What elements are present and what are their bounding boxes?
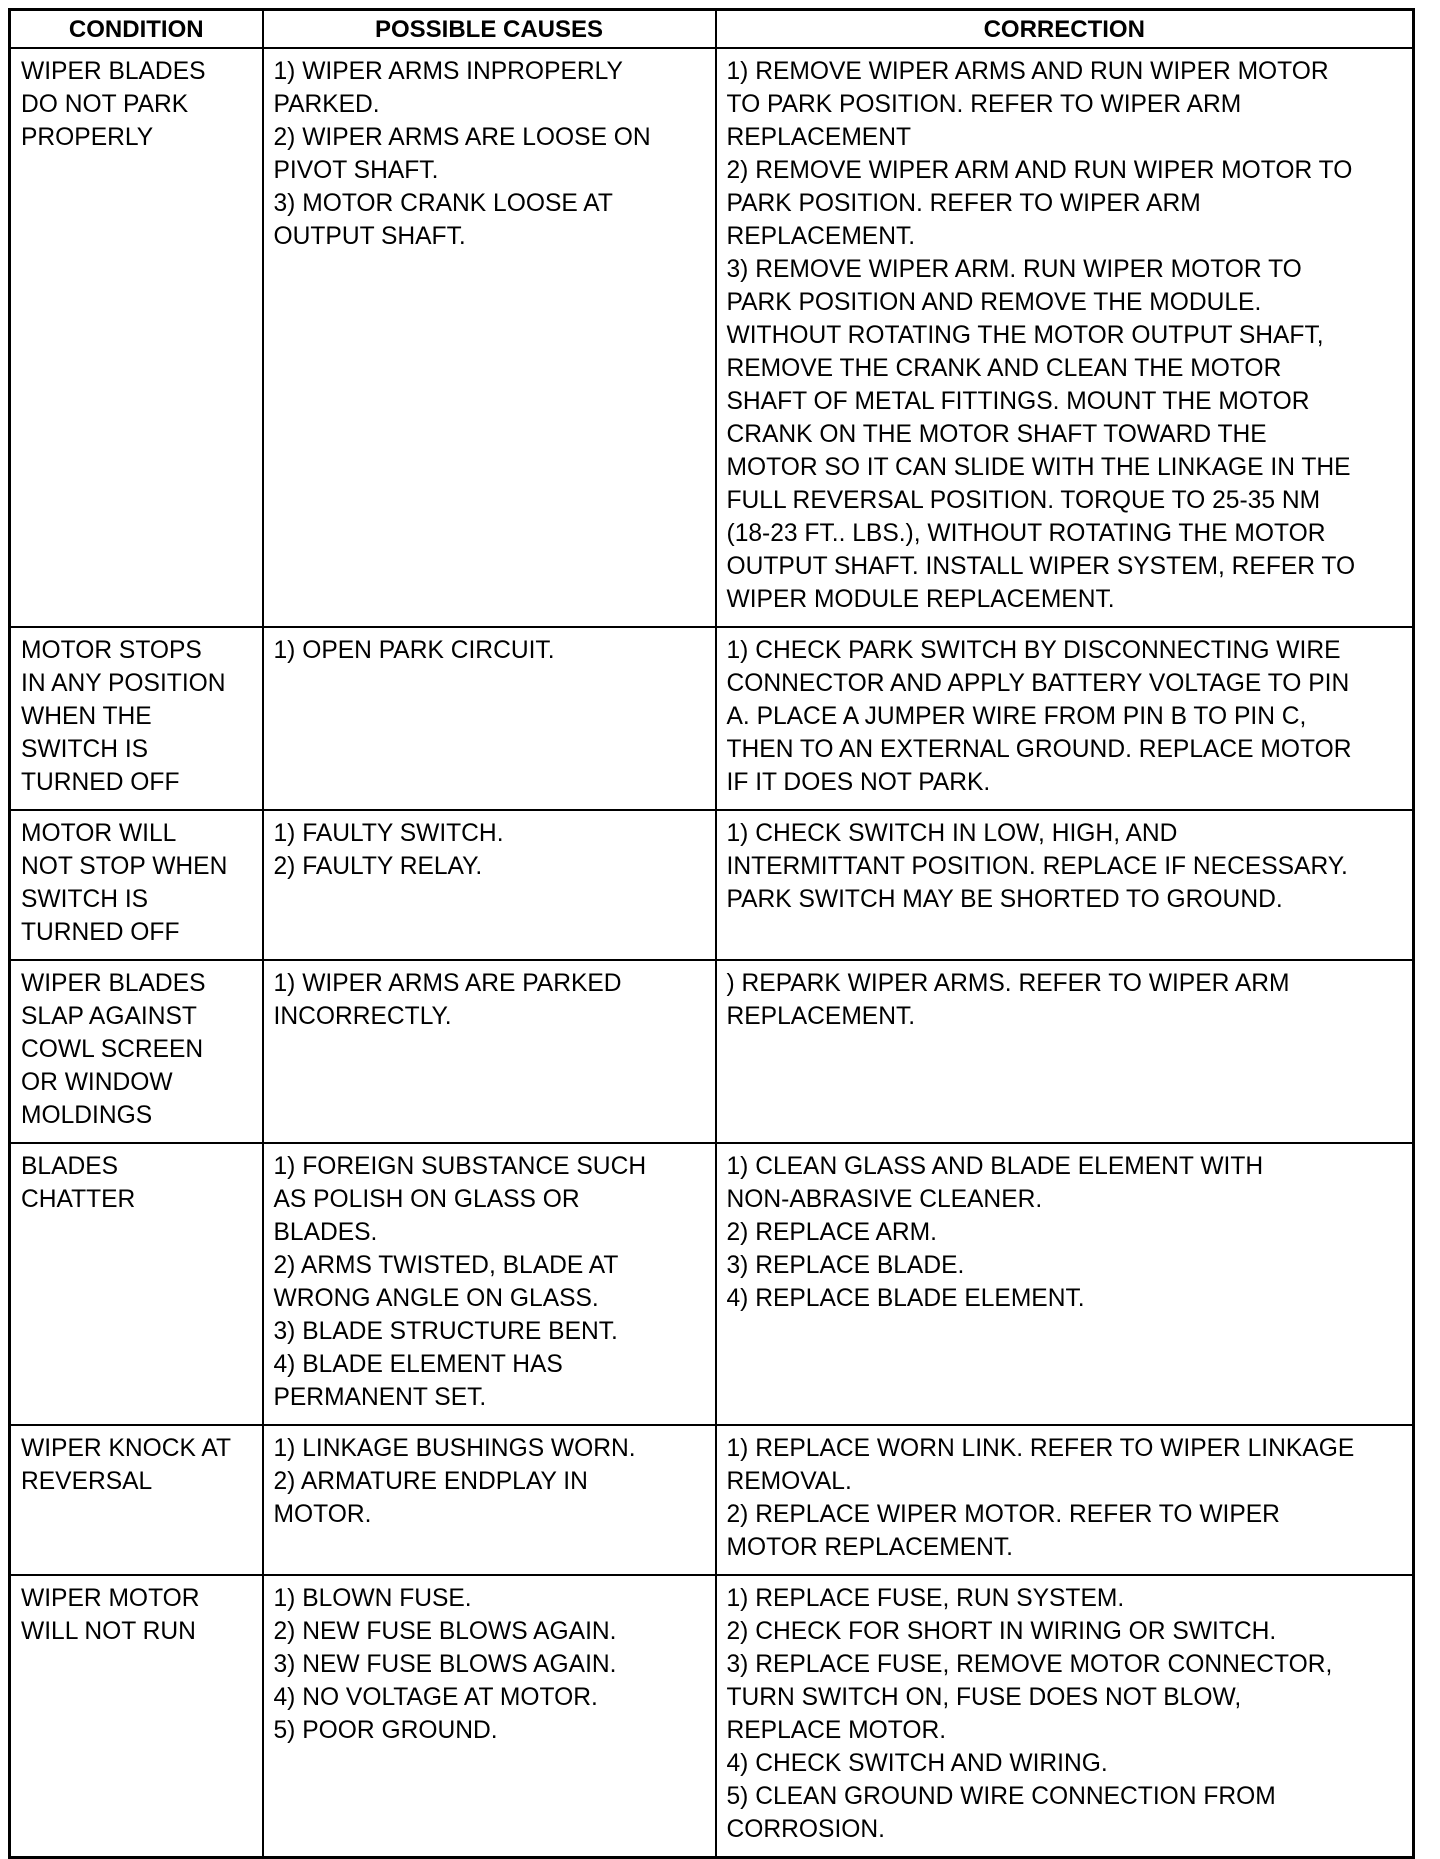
cell-line: PIVOT SHAFT. — [273, 157, 439, 184]
cell-line: 1) CHECK SWITCH IN LOW, HIGH, AND — [726, 820, 1178, 847]
cell-line: REPLACE MOTOR. — [726, 1717, 947, 1744]
cell-line: REMOVAL. — [726, 1468, 852, 1495]
cell-line: 1) BLOWN FUSE. — [273, 1585, 472, 1612]
cell-line: COWL SCREEN — [21, 1036, 204, 1063]
causes-cell — [263, 48, 716, 627]
cell-line: 5) CLEAN GROUND WIRE CONNECTION FROM — [726, 1783, 1276, 1810]
cell-line: TURN SWITCH ON, FUSE DOES NOT BLOW, — [726, 1684, 1242, 1711]
cell-line: WITHOUT ROTATING THE MOTOR OUTPUT SHAFT, — [726, 322, 1324, 349]
table-row — [10, 810, 1414, 960]
cell-line: PARKED. — [273, 91, 380, 118]
correction-cell — [716, 810, 1414, 960]
cell-line: OUTPUT SHAFT. — [273, 223, 466, 250]
cell-line: REPLACEMENT. — [726, 223, 916, 250]
cell-line: 4) REPLACE BLADE ELEMENT. — [726, 1285, 1085, 1312]
header-possible-causes: POSSIBLE CAUSES — [263, 10, 716, 49]
cell-line: MOTOR REPLACEMENT. — [726, 1534, 1014, 1561]
cell-line: PARK POSITION. REFER TO WIPER ARM — [726, 190, 1201, 217]
correction-cell — [716, 627, 1414, 810]
cell-line: 3) MOTOR CRANK LOOSE AT — [273, 190, 613, 217]
cell-line: 1) REPLACE WORN LINK. REFER TO WIPER LINKAGE — [726, 1435, 1355, 1462]
table-row — [10, 960, 1414, 1143]
cell-line: 1) OPEN PARK CIRCUIT. — [273, 637, 555, 664]
cell-line: 1) FOREIGN SUBSTANCE SUCH — [273, 1153, 647, 1180]
cell-line: 3) REMOVE WIPER ARM. RUN WIPER MOTOR TO — [726, 256, 1302, 283]
cell-line: SHAFT OF METAL FITTINGS. MOUNT THE MOTOR — [726, 388, 1310, 415]
cell-line: WIPER BLADES — [21, 970, 206, 997]
cell-line: FULL REVERSAL POSITION. TORQUE TO 25-35 NM — [726, 487, 1321, 514]
header-condition: CONDITION — [10, 10, 263, 49]
cell-line: INCORRECTLY. — [273, 1003, 452, 1030]
table-row — [10, 627, 1414, 810]
cell-line: SLAP AGAINST — [21, 1003, 197, 1030]
cell-line: 1) CHECK PARK SWITCH BY DISCONNECTING WIRE — [726, 637, 1341, 664]
cell-line: WHEN THE — [21, 703, 152, 730]
cell-line: IN ANY POSITION — [21, 670, 226, 697]
cell-line: MOTOR WILL — [21, 820, 177, 847]
correction-cell — [716, 1425, 1414, 1575]
cell-line: A. PLACE A JUMPER WIRE FROM PIN B TO PIN C, — [726, 703, 1307, 730]
condition-cell — [10, 1575, 263, 1858]
cell-line: THEN TO AN EXTERNAL GROUND. REPLACE MOTOR — [726, 736, 1352, 763]
cell-line: 3) BLADE STRUCTURE BENT. — [273, 1318, 618, 1345]
table-row — [10, 1425, 1414, 1575]
causes-cell — [263, 960, 716, 1143]
cell-line: WIPER KNOCK AT — [21, 1435, 231, 1462]
cell-line: BLADES — [21, 1153, 119, 1180]
cell-line: WILL NOT RUN — [21, 1618, 196, 1645]
condition-cell — [10, 48, 263, 627]
cell-line: CRANK ON THE MOTOR SHAFT TOWARD THE — [726, 421, 1267, 448]
table-row — [10, 1143, 1414, 1425]
cell-line: REVERSAL — [21, 1468, 153, 1495]
cell-line: MOTOR STOPS — [21, 637, 202, 664]
table-body — [10, 48, 1414, 1858]
cell-line: WIPER MOTOR — [21, 1585, 200, 1612]
diagnosis-table — [8, 8, 1415, 1859]
causes-cell — [263, 1575, 716, 1858]
cell-line: WRONG ANGLE ON GLASS. — [273, 1285, 599, 1312]
cell-line: WIPER MODULE REPLACEMENT. — [726, 586, 1115, 613]
cell-line: 1) CLEAN GLASS AND BLADE ELEMENT WITH — [726, 1153, 1264, 1180]
cell-line: NOT STOP WHEN — [21, 853, 228, 880]
cell-line: 1) REPLACE FUSE, RUN SYSTEM. — [726, 1585, 1125, 1612]
condition-cell — [10, 960, 263, 1143]
cell-line: NON-ABRASIVE CLEANER. — [726, 1186, 1043, 1213]
condition-cell — [10, 1143, 263, 1425]
cell-line: BLADES. — [273, 1219, 378, 1246]
condition-cell — [10, 627, 263, 810]
cell-line: TURNED OFF — [21, 769, 180, 796]
cell-line: 2) CHECK FOR SHORT IN WIRING OR SWITCH. — [726, 1618, 1277, 1645]
correction-cell — [716, 48, 1414, 627]
cell-line: MOLDINGS — [21, 1102, 153, 1129]
cell-line: 1) FAULTY SWITCH. — [273, 820, 504, 847]
cell-line: REPLACEMENT — [726, 124, 911, 151]
causes-cell — [263, 1425, 716, 1575]
condition-cell — [10, 810, 263, 960]
cell-line: 2) WIPER ARMS ARE LOOSE ON — [273, 124, 651, 151]
correction-cell — [716, 1575, 1414, 1858]
cell-line: 2) FAULTY RELAY. — [273, 853, 483, 880]
cell-line: (18-23 FT.. LBS.), WITHOUT ROTATING THE MOTOR — [726, 520, 1326, 547]
correction-cell — [716, 1143, 1414, 1425]
cell-line: INTERMITTANT POSITION. REPLACE IF NECESSARY. — [726, 853, 1348, 880]
cell-line: MOTOR. — [273, 1501, 372, 1528]
cell-line: 5) POOR GROUND. — [273, 1717, 498, 1744]
cell-line: 2) NEW FUSE BLOWS AGAIN. — [273, 1618, 617, 1645]
cell-line: 1) REMOVE WIPER ARMS AND RUN WIPER MOTOR — [726, 58, 1329, 85]
cell-line: 2) REPLACE ARM. — [726, 1219, 937, 1246]
cell-line: ) REPARK WIPER ARMS. REFER TO WIPER ARM — [726, 970, 1290, 997]
cell-line: OR WINDOW — [21, 1069, 173, 1096]
causes-cell — [263, 627, 716, 810]
cell-line: CONNECTOR AND APPLY BATTERY VOLTAGE TO PIN — [726, 670, 1350, 697]
cell-line: AS POLISH ON GLASS OR — [273, 1186, 580, 1213]
cell-line: 2) ARMATURE ENDPLAY IN — [273, 1468, 588, 1495]
causes-cell — [263, 810, 716, 960]
cell-line: 1) WIPER ARMS INPROPERLY — [273, 58, 623, 85]
cell-line: WIPER BLADES — [21, 58, 206, 85]
cell-line: 2) ARMS TWISTED, BLADE AT — [273, 1252, 619, 1279]
cell-line: 4) BLADE ELEMENT HAS — [273, 1351, 563, 1378]
header-correction: CORRECTION — [716, 10, 1414, 49]
cell-line: SWITCH IS — [21, 736, 149, 763]
header-row — [10, 10, 1414, 49]
cell-line: 1) WIPER ARMS ARE PARKED — [273, 970, 622, 997]
cell-line: 3) NEW FUSE BLOWS AGAIN. — [273, 1651, 617, 1678]
cell-line: 4) NO VOLTAGE AT MOTOR. — [273, 1684, 598, 1711]
cell-line: 2) REPLACE WIPER MOTOR. REFER TO WIPER — [726, 1501, 1280, 1528]
cell-line: TO PARK POSITION. REFER TO WIPER ARM — [726, 91, 1242, 118]
correction-cell — [716, 960, 1414, 1143]
cell-line: 4) CHECK SWITCH AND WIRING. — [726, 1750, 1108, 1777]
cell-line: 3) REPLACE FUSE, REMOVE MOTOR CONNECTOR, — [726, 1651, 1333, 1678]
cell-line: 1) LINKAGE BUSHINGS WORN. — [273, 1435, 636, 1462]
cell-line: OUTPUT SHAFT. INSTALL WIPER SYSTEM, REFER TO — [726, 553, 1356, 580]
cell-line: PARK SWITCH MAY BE SHORTED TO GROUND. — [726, 886, 1283, 913]
cell-line: PERMANENT SET. — [273, 1384, 487, 1411]
causes-cell — [263, 1143, 716, 1425]
cell-line: IF IT DOES NOT PARK. — [726, 769, 991, 796]
cell-line: PROPERLY — [21, 124, 154, 151]
cell-line: REMOVE THE CRANK AND CLEAN THE MOTOR — [726, 355, 1282, 382]
cell-line: MOTOR SO IT CAN SLIDE WITH THE LINKAGE IN THE — [726, 454, 1351, 481]
cell-line: TURNED OFF — [21, 919, 180, 946]
cell-line: DO NOT PARK — [21, 91, 189, 118]
cell-line: 2) REMOVE WIPER ARM AND RUN WIPER MOTOR TO — [726, 157, 1353, 184]
cell-line: PARK POSITION AND REMOVE THE MODULE. — [726, 289, 1262, 316]
cell-line: REPLACEMENT. — [726, 1003, 916, 1030]
cell-line: 3) REPLACE BLADE. — [726, 1252, 965, 1279]
cell-line: CHATTER — [21, 1186, 136, 1213]
cell-line: SWITCH IS — [21, 886, 149, 913]
table-row — [10, 1575, 1414, 1858]
cell-line: CORROSION. — [726, 1816, 886, 1843]
table-row — [10, 48, 1414, 627]
condition-cell — [10, 1425, 263, 1575]
